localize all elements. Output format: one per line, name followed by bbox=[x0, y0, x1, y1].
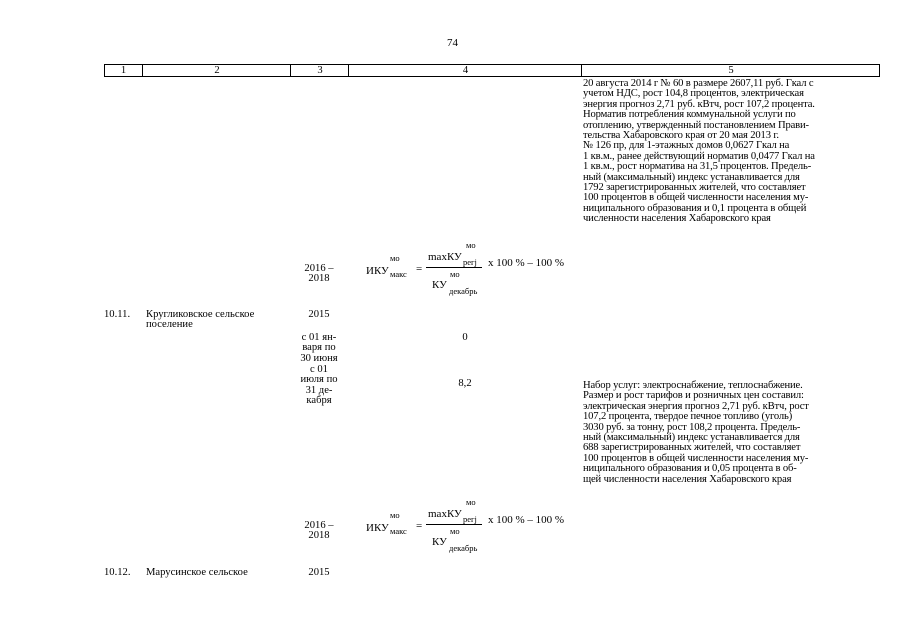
formula-lhs-sub: макс bbox=[390, 526, 407, 536]
formula-lhs-sub: макс bbox=[390, 269, 407, 279]
formula-den-sub: декабрь bbox=[449, 286, 478, 296]
row-name: Кругликовское сельское поселение bbox=[146, 309, 255, 331]
row-number: 10.11. bbox=[104, 309, 131, 320]
formula-den-sub: декабрь bbox=[449, 543, 478, 553]
row-name: Марусинское сельское bbox=[146, 567, 248, 578]
formula-equals: = bbox=[416, 520, 423, 532]
header-col-3: 3 bbox=[290, 65, 349, 76]
formula-index bbox=[360, 497, 600, 561]
formula-num-sup: мо bbox=[466, 497, 476, 507]
header-col-1: 1 bbox=[120, 65, 127, 76]
period-2016-2018: 2016 – 2018 bbox=[304, 263, 334, 285]
row-year: 2015 bbox=[308, 567, 330, 578]
formula-den-sup: мо bbox=[450, 526, 460, 536]
header-col-2: 2 bbox=[142, 65, 291, 76]
formula-den: КУ bbox=[432, 536, 447, 548]
row-number: 10.12. bbox=[104, 567, 131, 578]
period-second-half: с 01 июля по 31 де- кабря bbox=[300, 364, 338, 407]
formula-num-sub: peгj bbox=[463, 257, 477, 267]
formula-index bbox=[360, 240, 600, 304]
formula-lhs: ИКУ bbox=[366, 265, 389, 277]
formula-lhs-sup: мо bbox=[390, 510, 400, 520]
continued-description: 20 августа 2014 г № 60 в размере 2607,11 руб. Гкал с учетом НДС, рост 104,8 процентов, электрическая энергия прогноз 2,71 руб. кВтч, рост 107,2 процента. Норматив потребления коммунальной услуги по отоплению, утвержденный постановлением Прави- тельства Хабаровского края от 20 мая 2013 г. № 126 пр, для 1-этажных домов 0,0627 Гкал на 1 кв.м., ранее действующий норматив 0,0477 Гкал на 1 кв.м., рост норматива на 31,5 процентов. Предель- ный (максимальный) индекс устанавливается для 1792 зарегистрированных жителей, что составляет 100 процентов в общей численности населения му- ниципального образования и 0,1 процента в общей численности населения Хабаровского края bbox=[583, 78, 815, 225]
table-header-row bbox=[104, 64, 880, 77]
formula-den-sup: мо bbox=[450, 269, 460, 279]
formula-equals: = bbox=[416, 263, 423, 275]
formula-num: maxКУ bbox=[428, 251, 462, 263]
row-description: Набор услуг: электроснабжение, теплоснабжение. Размер и рост тарифов и розничных цен составил: электрическая энергия прогноз 2,71 руб. кВтч, рост 107,2 процента, твердое печное топливо (уголь) 3030 руб. за тонну, рост 108,2 процента. Предель- ный (максимальный) индекс устанавливается для 688 зарегистрированных жителей, что составляет 100 процентов в общей численности населения му- ниципального образования и 0,05 процента в об- щей численности населения Хабаровского края bbox=[583, 380, 809, 485]
period-first-half: с 01 ян- варя по 30 июня bbox=[300, 332, 338, 364]
formula-tail: x 100 % – 100 % bbox=[488, 257, 565, 269]
value-first-half: 0 bbox=[462, 332, 468, 343]
formula-num-sup: мо bbox=[466, 240, 476, 250]
fraction-bar bbox=[426, 524, 482, 525]
formula-lhs: ИКУ bbox=[366, 522, 389, 534]
formula-lhs-sup: мо bbox=[390, 253, 400, 263]
value-second-half: 8,2 bbox=[458, 378, 472, 389]
fraction-bar bbox=[426, 267, 482, 268]
formula-num: maxКУ bbox=[428, 508, 462, 520]
period-2016-2018: 2016 – 2018 bbox=[304, 520, 334, 542]
formula-den: КУ bbox=[432, 279, 447, 291]
header-col-4: 4 bbox=[348, 65, 582, 76]
row-year: 2015 bbox=[308, 309, 330, 320]
formula-num-sub: peгj bbox=[463, 514, 477, 524]
formula-tail: x 100 % – 100 % bbox=[488, 514, 565, 526]
header-col-5: 5 bbox=[581, 65, 880, 76]
page-number: 74 bbox=[447, 37, 458, 49]
